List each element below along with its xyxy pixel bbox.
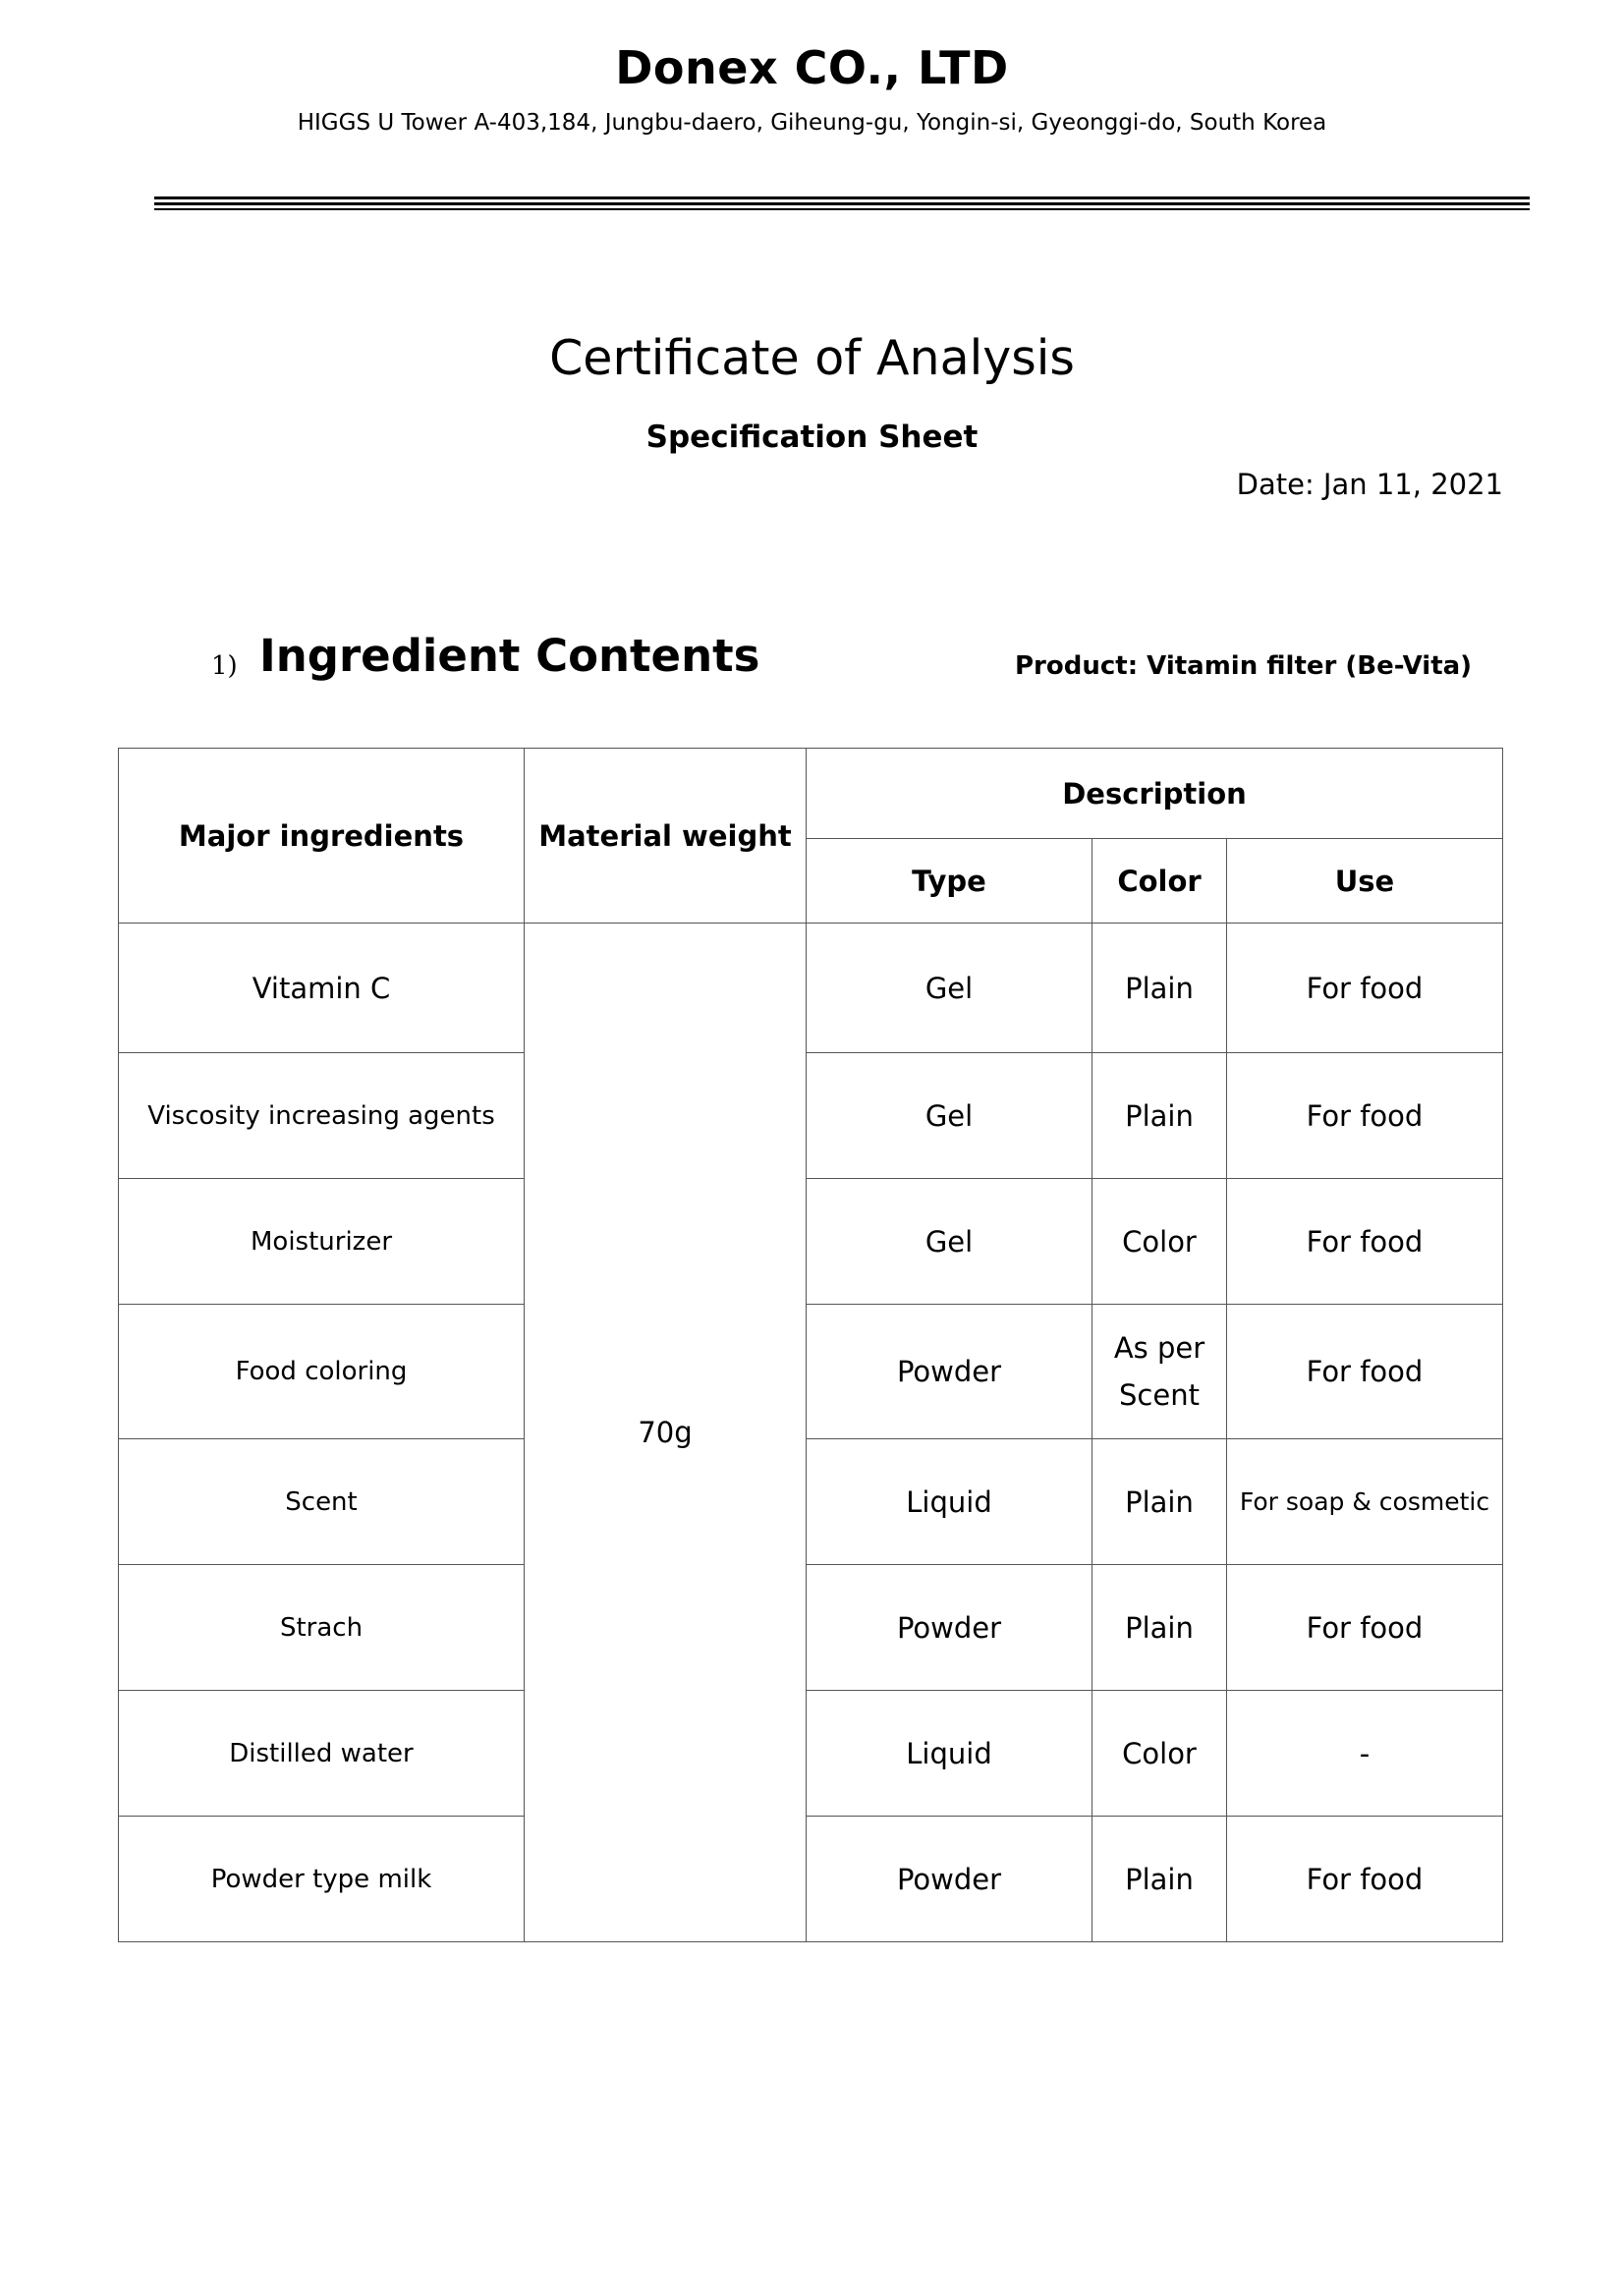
color-cell: Color xyxy=(1092,1179,1227,1305)
color-cell: Plain xyxy=(1092,1817,1227,1942)
color-cell: Plain xyxy=(1092,1565,1227,1691)
ingredient-cell: Moisturizer xyxy=(119,1179,525,1305)
use-cell: For food xyxy=(1227,924,1503,1053)
ingredient-cell: Food coloring xyxy=(119,1305,525,1439)
table-row xyxy=(119,1691,1503,1817)
type-cell: Gel xyxy=(807,1179,1092,1305)
header-divider-line xyxy=(154,202,1530,205)
type-cell: Gel xyxy=(807,1053,1092,1179)
color-cell: Color xyxy=(1092,1691,1227,1817)
table-header-row xyxy=(119,749,1503,839)
type-cell: Gel xyxy=(807,924,1092,1053)
color-cell: Plain xyxy=(1092,1439,1227,1565)
section-title: Ingredient Contents xyxy=(259,630,760,682)
header-description: Description xyxy=(807,749,1503,839)
section-number: 1) xyxy=(211,651,238,681)
header-divider-line xyxy=(154,208,1530,210)
type-cell: Powder xyxy=(807,1305,1092,1439)
color-cell xyxy=(1092,1305,1227,1439)
ingredient-table xyxy=(118,748,1503,1942)
table-row xyxy=(119,1565,1503,1691)
material-weight-cell: 70g xyxy=(525,924,807,1942)
document-title: Certificate of Analysis xyxy=(549,330,1075,386)
company-name: Donex CO., LTD xyxy=(615,41,1009,94)
ingredient-cell: Distilled water xyxy=(119,1691,525,1817)
ingredient-cell: Powder type milk xyxy=(119,1817,525,1942)
type-cell: Powder xyxy=(807,1817,1092,1942)
ingredient-cell: Vitamin C xyxy=(119,924,525,1053)
use-cell: For food xyxy=(1227,1817,1503,1942)
ingredient-cell: Viscosity increasing agents xyxy=(119,1053,525,1179)
table-row xyxy=(119,1179,1503,1305)
color-cell-line: Scent xyxy=(1119,1378,1200,1412)
type-cell: Powder xyxy=(807,1565,1092,1691)
table-row xyxy=(119,1439,1503,1565)
header-color: Color xyxy=(1092,839,1227,924)
document-date: Date: Jan 11, 2021 xyxy=(1236,468,1503,501)
header-major-ingredients: Major ingredients xyxy=(119,749,525,924)
header-type: Type xyxy=(807,839,1092,924)
product-name: Product: Vitamin filter (Be-Vita) xyxy=(1015,651,1473,681)
document-subtitle: Specification Sheet xyxy=(645,420,979,455)
ingredient-cell: Scent xyxy=(119,1439,525,1565)
company-address: HIGGS U Tower A-403,184, Jungbu-daero, Giheung-gu, Yongin-si, Gyeonggi-do, South Korea xyxy=(297,110,1327,136)
header-use: Use xyxy=(1227,839,1503,924)
table-row xyxy=(119,1053,1503,1179)
ingredient-cell: Strach xyxy=(119,1565,525,1691)
table-row xyxy=(119,1305,1503,1439)
use-cell: For soap & cosmetic xyxy=(1227,1439,1503,1565)
color-cell-line: As per xyxy=(1113,1331,1205,1365)
header-material-weight: Material weight xyxy=(525,749,807,924)
color-cell: Plain xyxy=(1092,1053,1227,1179)
use-cell: For food xyxy=(1227,1179,1503,1305)
color-cell: Plain xyxy=(1092,924,1227,1053)
use-cell: For food xyxy=(1227,1565,1503,1691)
type-cell: Liquid xyxy=(807,1439,1092,1565)
table-row xyxy=(119,924,1503,1053)
use-cell: For food xyxy=(1227,1305,1503,1439)
use-cell: For food xyxy=(1227,1053,1503,1179)
use-cell: - xyxy=(1227,1691,1503,1817)
header-divider-line xyxy=(154,196,1530,199)
type-cell: Liquid xyxy=(807,1691,1092,1817)
table-row xyxy=(119,1817,1503,1942)
